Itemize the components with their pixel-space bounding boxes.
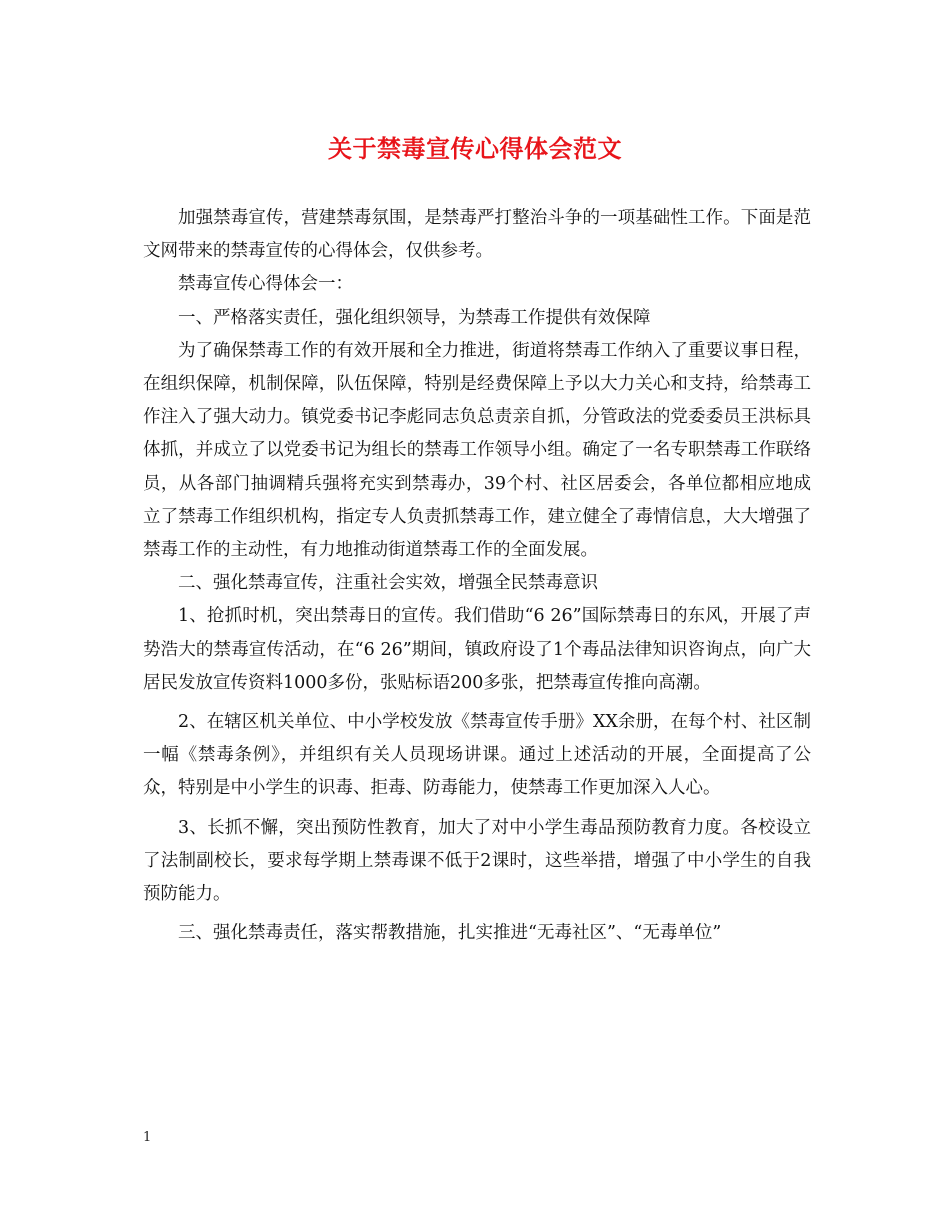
page-number: 1 xyxy=(143,1130,152,1145)
document-body xyxy=(143,202,811,950)
paragraph: 加强禁毒宣传，营建禁毒氛围，是禁毒严打整治斗争的一项基础性工作。下面是范文网带来的禁毒宣传的心得体会，仅供参考。 xyxy=(143,208,811,262)
section-heading: 二、强化禁毒宣传，注重社会实效，增强全民禁毒意识 xyxy=(178,573,598,594)
section-heading: 一、严格落实责任，强化组织领导，为禁毒工作提供有效保障 xyxy=(178,307,651,328)
paragraph: 3、长抓不懈，突出预防性教育，加大了对中小学生毒品预防教育力度。各校设立了法制副校长，要求每学期上禁毒课不低于2课时，这些举措，增强了中小学生的自我预防能力。 xyxy=(143,817,811,905)
paragraph: 为了确保禁毒工作的有效开展和全力推进，街道将禁毒工作纳入了重要议事日程，在组织保障，机制保障，队伍保障，特别是经费保障上予以大力关心和支持，给禁毒工作注入了强大动力。镇党委书记李彪同志负总责亲自抓，分管政法的党委委员王洪标具体抓，并成立了以党委书记为组长的禁毒工作领导小组。确定了一名专职禁毒工作联络员，从各部门抽调精兵强将充实到禁毒办，39个村、社区居委会，各单位都相应地成立了禁毒工作组织机构，指定专人负责抓禁毒工作，建立健全了毒情信息，大大增强了禁毒工作的主动性，有力地推动街道禁毒工作的全面发展。 xyxy=(143,340,811,561)
document-title: 关于禁毒宣传心得体会范文 xyxy=(328,134,622,163)
paragraph: 1、抢抓时机，突出禁毒日的宣传。我们借助“6 26”国际禁毒日的东风，开展了声势浩大的禁毒宣传活动，在“6 26”期间，镇政府设了1个毒品法律知识咨询点，向广大居民发放宣传资料1000多份，张贴标语200多张，把禁毒宣传推向高潮。 xyxy=(143,606,811,693)
paragraph: 2、在辖区机关单位、中小学校发放《禁毒宣传手册》XX余册，在每个村、社区制一幅《禁毒条例》，并组织有关人员现场讲课。通过上述活动的开展，全面提高了公众，特别是中小学生的识毒、拒毒、防毒能力，使禁毒工作更加深入人心。 xyxy=(143,712,811,799)
paragraph: 禁毒宣传心得体会一： xyxy=(178,274,353,295)
section-heading: 三、强化禁毒责任，落实帮教措施，扎实推进“无毒社区”、“无毒单位” xyxy=(178,923,722,944)
